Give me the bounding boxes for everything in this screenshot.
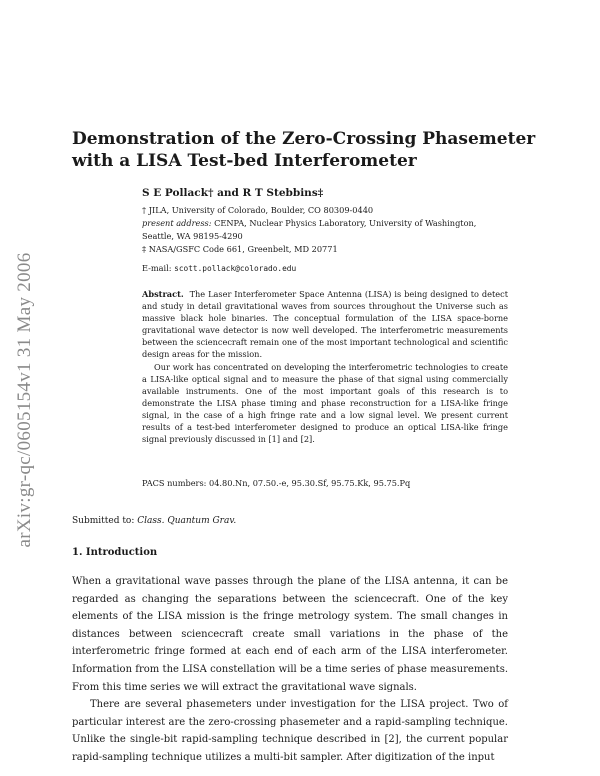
affiliation-3: Seattle, WA 98195-4290 xyxy=(142,231,243,241)
title-line-1: Demonstration of the Zero-Crossing Phasemeter xyxy=(72,129,536,149)
submitted-label: Submitted to: xyxy=(72,516,138,526)
body-para-2: There are several phasemeters under investigation for the LISA project. Two of particular interest are the zero-crossing phasemeter and a rapid-sampling technique. Unlike the single-bit rapid-sampling technique described in [2], the current popular rapid-sampling technique utilizes a multi-bit sampler. After digitization of the input xyxy=(72,699,508,763)
abstract-label: Abstract. xyxy=(142,289,184,299)
affiliation-4: ‡ NASA/GSFC Code 661, Greenbelt, MD 20771 xyxy=(142,244,338,254)
abstract-para-1-text: The Laser Interferometer Space Antenna (LISA) is being designed to detect and study in detail gravitational waves from sources throughout the Universe such as massive black hole binaries. The conceptual formulation of the LISA space-borne gravitational wave detector is now well developed. The interferometric measurements between the sciencecraft remain one of the most important technological and scientific design areas for the mission. xyxy=(142,289,508,360)
present-address-label: present address: xyxy=(142,218,212,228)
affiliation-2 xyxy=(142,217,476,230)
title-line-2: with a LISA Test-bed Interferometer xyxy=(72,151,417,171)
pacs-numbers: PACS numbers: 04.80.Nn, 07.50.-e, 95.30.Sf, 95.75.Kk, 95.75.Pq xyxy=(142,478,411,488)
present-address-text: CENPA, Nuclear Physics Laboratory, University of Washington, xyxy=(211,218,477,228)
submitted-to xyxy=(72,516,236,526)
paper-title xyxy=(72,128,542,172)
body-text xyxy=(72,573,508,767)
abstract xyxy=(142,288,508,445)
abstract-para-2: Our work has concentrated on developing the interferometric technologies to create a LISA-like optical signal and to measure the phase of that signal using commercially available instruments. One of the most important goals of this research is to demonstrate the LISA phase timing and phase reconstruction for a LISA-like fringe signal, in the case of a high fringe rate and a low signal level. We present current results of a test-bed interferometer designed to produce an optical LISA-like fringe signal previously discussed in [1] and [2]. xyxy=(142,361,508,445)
arxiv-identifier xyxy=(14,200,36,600)
abstract-para-1 xyxy=(142,288,508,361)
email-label: E-mail: xyxy=(142,263,175,273)
affiliation-1: † JILA, University of Colorado, Boulder, CO 80309-0440 xyxy=(142,205,374,215)
section-heading: 1. Introduction xyxy=(72,547,158,558)
authors: S E Pollack† and R T Stebbins‡ xyxy=(142,187,324,199)
journal-name: Class. Quantum Grav. xyxy=(137,516,237,526)
body-para-1: When a gravitational wave passes through the plane of the LISA antenna, it can be regarded as changing the separations between the sciencecraft. One of the key elements of the LISA mission is the fringe metrology system. The small changes in distances between sciencecraft create small variations in the phase of the interferometric fringe formed at each end of each arm of the LISA interferometer. Information from the LISA constellation will be a time series of phase measurements. From this time series we will extract the gravitational wave signals. xyxy=(72,576,508,693)
arxiv-id-text: arXiv:gr-qc/0605154v1 31 May 2006 xyxy=(14,252,35,548)
email-line xyxy=(142,262,296,275)
email-address[interactable]: scott.pollack@colorado.edu xyxy=(174,264,297,273)
